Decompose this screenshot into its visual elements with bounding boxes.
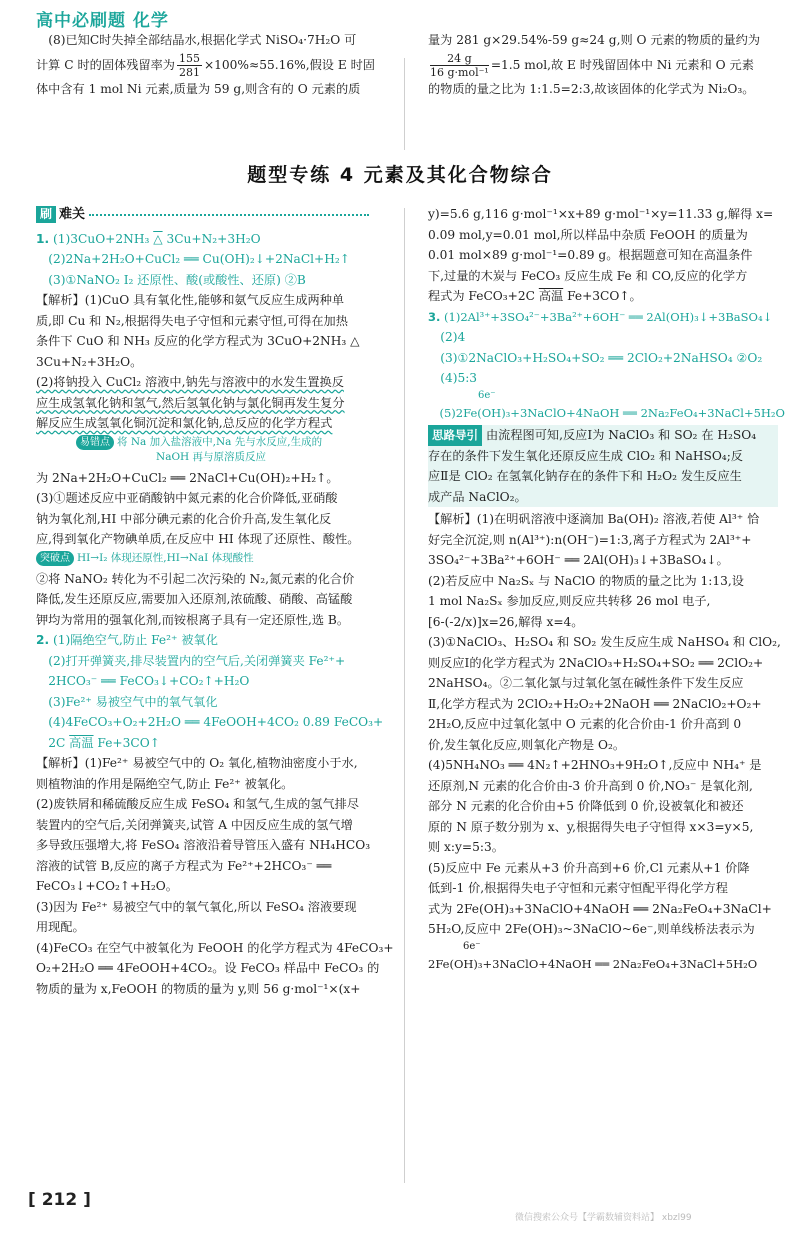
note-line xyxy=(76,435,398,450)
text-line: 0.01 mol×89 g·mol⁻¹=0.89 g。根据题意可知在高温条件 xyxy=(428,248,753,262)
text-line: 【解析】(1)在明矾溶液中逐滴加 Ba(OH)₂ 溶液,若使 Al³⁺ 恰 xyxy=(428,512,760,526)
fraction-numerator: 24 g xyxy=(430,52,489,66)
text-line: (2)将钠投入 CuCl₂ 溶液中,钠先与溶液中的水发生置换反 xyxy=(36,375,344,389)
text-line: FeCO₃↓+CO₂↑+H₂O。 xyxy=(36,879,178,893)
guide-line: 成产品 NaClO₂。 xyxy=(428,489,527,504)
answer-line xyxy=(428,307,778,328)
text-fragment: Fe+3CO↑ xyxy=(97,735,160,750)
text-line: 为 2Na+2H₂O+CuCl₂ ══ 2NaCl+Cu(OH)₂+H₂↑。 xyxy=(36,470,339,485)
guide-line: 存在的条件下发生氧化还原反应生成 ClO₂ 和 NaHSO₄;反 xyxy=(428,448,743,463)
text-fragment: 计算 C 时的固体残留率为 xyxy=(36,57,175,72)
answer-line: (2)打开弹簧夹,排尽装置内的空气后,关闭弹簧夹 Fe²⁺+ xyxy=(48,653,346,668)
answer-line xyxy=(36,733,398,754)
section-title: 题型专练 4 元素及其化合物综合 xyxy=(247,164,553,186)
text-line: 质,即 Cu 和 N₂,根据得失电子守恒和元素守恒,可得在加热 xyxy=(36,313,348,328)
column-divider xyxy=(404,58,405,150)
text-fragment: 由流程图可知,反应Ⅰ为 NaClO₃ 和 SO₂ 在 H₂SO₄ xyxy=(486,428,757,442)
answer-line: (4)5:3 xyxy=(440,371,478,385)
text-fragment: 3Cu+N₂+3H₂O xyxy=(166,231,261,246)
header-title: 高中必刷题 化学 xyxy=(36,11,169,31)
answer-line: (2)4 xyxy=(440,330,466,344)
guide-badge: 思路导引 xyxy=(428,425,482,446)
electron-transfer-label: 6e⁻ xyxy=(478,389,496,401)
text-line: (4)5NH₄NO₃ ══ 4N₂↑+2HNO₃+9H₂O↑,反应中 NH₄⁺ 是 xyxy=(428,758,762,772)
section-tag-line xyxy=(36,204,398,226)
text-line: 装置内的空气后,关闭弹簧夹,试管 A 中因反应生成的氢气增 xyxy=(36,817,353,832)
text-line: 多导致压强增大,将 FeSO₄ 溶液沿着导管压入盛有 NH₄HCO₃ xyxy=(36,838,371,852)
text-line: 应生成氢氧化钠和氢气,然后氢氧化钠与氯化铜再发生复分 xyxy=(36,395,345,410)
answer-line: (3)①NaNO₂ I₂ 还原性、酸(或酸性、还原) ②B xyxy=(48,272,306,287)
answer-line: 2HCO₃⁻ ══ FeCO₃↓+CO₂↑+H₂O xyxy=(48,674,250,688)
section-tag-text: 难关 xyxy=(59,207,86,222)
text-line: Ⅱ,化学方程式为 2ClO₂+H₂O₂+2NaOH ══ 2NaClO₂+O₂+ xyxy=(428,696,762,711)
text-line: 低到-1 价,根据得失电子守恒和元素守恒配平得化学方程 xyxy=(428,881,728,895)
text-fragment: =1.5 mol,故 E 时残留固体中 Ni 元素和 O 元素 xyxy=(490,57,754,72)
text-line: 1 mol Na₂Sₓ 参加反应,则反应共转移 26 mol 电子, xyxy=(428,594,711,608)
top-right-column xyxy=(428,30,773,99)
text-line: 的物质的量之比为 1:1.5=2:3,故该固体的化学式为 Ni₂O₃。 xyxy=(428,81,755,96)
answer-line: (5)2Fe(OH)₃+3NaClO+4NaOH ══ 2Na₂FeO₄+3NaCl+5H₂O xyxy=(439,405,785,420)
question-number: 2. xyxy=(36,633,50,647)
text-line: 则植物油的作用是隔绝空气,防止 Fe²⁺ 被氧化。 xyxy=(36,776,294,791)
text-line: (2)若反应中 Na₂Sₓ 与 NaClO 的物质的量之比为 1:13,设 xyxy=(428,573,744,588)
text-line: 2NaHSO₄。②二氧化氯与过氧化氢在碱性条件下发生反应 xyxy=(428,676,744,690)
text-line: (3)①题述反应中亚硝酸钠中氮元素的化合价降低,亚硝酸 xyxy=(36,491,338,505)
breakthrough-note xyxy=(36,551,398,566)
text-line: 应,得到氧化产物碘单质,在反应中 HI 体现了还原性、酸性。 xyxy=(36,532,360,546)
answer-line: (3)Fe²⁺ 易被空气中的氧气氧化 xyxy=(48,694,218,709)
text-line: 条件下 CuO 和 NH₃ 反应的化学方程式为 3CuO+2NH₃ △ xyxy=(36,334,360,348)
text-line: 钾均为常用的强氧化剂,而铵根离子具有一定还原性,选 B。 xyxy=(36,612,350,627)
text-line: 则 x:y=5:3。 xyxy=(428,840,504,854)
text-fragment: 程式为 FeCO₃+2C xyxy=(428,289,535,303)
reaction-condition: 高温 xyxy=(69,735,94,750)
text-fragment: (1)2Al³⁺+3SO₄²⁻+3Ba²⁺+6OH⁻ ══ 2Al(OH)₃↓+3BaSO₄↓ xyxy=(444,309,773,324)
text-line: 部分 N 元素的化合价由+5 价降低到 0 价,设被氧化和被还 xyxy=(428,799,744,813)
electron-transfer-label: 6e⁻ xyxy=(463,940,481,952)
reaction-condition: 高温 xyxy=(538,289,564,303)
text-line xyxy=(428,286,778,307)
text-line: 【解析】(1)CuO 具有氧化性,能够和氨气反应生成两种单 xyxy=(36,293,345,307)
note-text: 将 Na 加入盐溶液中,Na 先与水反应,生成的 xyxy=(117,435,323,448)
question-number: 3. xyxy=(428,309,441,324)
fraction-denominator: 281 xyxy=(178,65,200,79)
right-column xyxy=(428,204,785,974)
text-line: 2Fe(OH)₃+3NaClO+4NaOH ══ 2Na₂FeO₄+3NaCl+5H₂O xyxy=(428,956,758,971)
note-badge: 易错点 xyxy=(76,435,114,450)
text-line: 物质的量为 x,FeOOH 的物质的量为 y,则 56 g·mol⁻¹×(x+ xyxy=(36,981,361,996)
text-line: ②将 NaNO₂ 转化为不引起二次污染的 N₂,氮元素的化合价 xyxy=(36,571,355,586)
text-line: (4)FeCO₃ 在空气中被氧化为 FeOOH 的化学方程式为 4FeCO₃+ xyxy=(36,940,394,955)
text-line xyxy=(36,51,396,79)
text-line: (5)反应中 Fe 元素从+3 价升高到+6 价,Cl 元素从+1 价降 xyxy=(428,860,750,875)
page-number: [ 212 ] xyxy=(28,1190,91,1210)
left-column xyxy=(36,204,398,999)
watermark: 微信搜索公众号【学霸数辅资料站】 xbzl99 xyxy=(515,1213,692,1223)
text-fragment: Fe+3CO↑。 xyxy=(567,289,642,303)
fraction xyxy=(430,52,489,79)
text-line: 好完全沉淀,则 n(Al³⁺):n(OH⁻)=1:3,离子方程式为 2Al³⁺+ xyxy=(428,532,752,547)
text-line: [6-(-2/x)]x=26,解得 x=4。 xyxy=(428,614,584,629)
question-number: 1. xyxy=(36,231,50,246)
answer-line xyxy=(36,229,398,250)
text-line: 则反应Ⅰ的化学方程式为 2NaClO₃+H₂SO₄+SO₂ ══ 2ClO₂+ xyxy=(428,655,764,670)
text-line: 5H₂O,反应中 2Fe(OH)₃~3NaClO~6e⁻,则单线桥法表示为 xyxy=(428,922,755,936)
note-line: NaOH 再与原溶质反应 xyxy=(156,450,267,463)
answer-line: (4)4FeCO₃+O₂+2H₂O ══ 4FeOOH+4CO₂ 0.89 FeCO₃+ xyxy=(48,715,384,729)
text-line: y)=5.6 g,116 g·mol⁻¹×x+89 g·mol⁻¹×y=11.33 g,解得 x= xyxy=(428,207,774,221)
text-line xyxy=(428,51,773,79)
note-text: HI→I₂ 体现还原性,HI→NaI 体现酸性 xyxy=(77,551,254,564)
text-line: 解反应生成氢氧化铜沉淀和氯化钠,总反应的化学方程式 xyxy=(36,416,333,430)
text-line: 2H₂O,反应中过氧化氢中 O 元素的化合价由-1 价升高到 0 xyxy=(428,717,742,731)
text-line: 【解析】(1)Fe²⁺ 易被空气中的 O₂ 氧化,植物油密度小于水, xyxy=(36,756,358,770)
text-line: 钠为氧化剂,HI 中部分碘元素的化合价升高,发生氧化反 xyxy=(36,511,332,526)
text-line: 降低,发生还原反应,需要加入还原剂,浓硫酸、硝酸、高锰酸 xyxy=(36,592,353,606)
text-line: 3Cu+N₂+3H₂O。 xyxy=(36,354,143,369)
text-fragment: (1)隔绝空气,防止 Fe²⁺ 被氧化 xyxy=(53,633,218,647)
text-line: 3SO₄²⁻+3Ba²⁺+6OH⁻ ══ 2Al(OH)₃↓+3BaSO₄↓。 xyxy=(428,553,729,567)
text-line: (8)已知C时失掉全部结晶水,根据化学式 NiSO₄·7H₂O 可 xyxy=(48,33,357,47)
section-tag: 刷 xyxy=(36,206,56,223)
error-note xyxy=(36,435,398,465)
text-line: 溶液的试管 B,反应的离子方程式为 Fe²⁺+2HCO₃⁻ ══ xyxy=(36,858,332,873)
fraction xyxy=(177,52,202,79)
answer-line: (3)①2NaClO₃+H₂SO₄+SO₂ ══ 2ClO₂+2NaHSO₄ ②O₂ xyxy=(440,350,763,365)
text-line: 0.09 mol,y=0.01 mol,所以样品中杂质 FeOOH 的质量为 xyxy=(428,227,748,242)
page-number-value: 212 xyxy=(41,1190,78,1210)
text-line: (3)①NaClO₃、H₂SO₄ 和 SO₂ 发生反应生成 NaHSO₄ 和 ClO₂, xyxy=(428,635,781,649)
text-line: O₂+2H₂O ══ 4FeOOH+4CO₂。设 FeCO₃ 样品中 FeCO₃ 的 xyxy=(36,961,380,975)
text-line: 下,过量的木炭与 FeCO₃ 反应生成 Fe 和 CO,反应的化学方 xyxy=(428,268,748,283)
note-badge: 突破点 xyxy=(36,551,74,566)
text-line: 还原剂,N 元素的化合价由-3 价升高到 0 价,NO₃⁻ 是氧化剂, xyxy=(428,778,753,793)
fraction-denominator: 16 g·mol⁻¹ xyxy=(430,65,489,79)
dotted-rule xyxy=(89,214,369,216)
reaction-condition: △ xyxy=(153,231,163,246)
column-divider xyxy=(404,208,405,1183)
text-fragment: 2C xyxy=(48,735,66,750)
top-left-column xyxy=(36,30,396,99)
idea-guide-box xyxy=(428,425,778,507)
text-line: 量为 281 g×29.54%-59 g≈24 g,则 O 元素的物质的量约为 xyxy=(428,33,761,47)
guide-line xyxy=(428,425,778,446)
text-line: 式为 2Fe(OH)₃+3NaClO+4NaOH ══ 2Na₂FeO₄+3NaCl+ xyxy=(428,901,772,916)
text-line: 体中含有 1 mol Ni 元素,质量为 59 g,则含有的 O 元素的质 xyxy=(36,81,361,96)
answer-line: (2)2Na+2H₂O+CuCl₂ ══ Cu(OH)₂↓+2NaCl+H₂↑ xyxy=(48,252,350,266)
answer-line xyxy=(36,630,398,651)
text-fragment: ×100%≈55.16%,假设 E 时固 xyxy=(203,57,375,72)
text-line: (2)废铁屑和稀硫酸反应生成 FeSO₄ 和氢气,生成的氢气排尽 xyxy=(36,797,360,811)
fraction-numerator: 155 xyxy=(178,51,200,65)
text-line: (3)因为 Fe²⁺ 易被空气中的氧气氧化,所以 FeSO₄ 溶液要现 xyxy=(36,899,357,914)
guide-line: 应Ⅱ是 ClO₂ 在氢氧化钠存在的条件下和 H₂O₂ 发生反应生 xyxy=(428,469,742,483)
text-line: 原的 N 原子数分别为 x、y,根据得失电子守恒得 x×3=y×5, xyxy=(428,819,754,834)
text-line: 用现配。 xyxy=(36,920,85,934)
text-line: 价,发生氧化反应,则氧化产物是 O₂。 xyxy=(428,737,626,752)
text-fragment: (1)3CuO+2NH₃ xyxy=(53,231,150,246)
